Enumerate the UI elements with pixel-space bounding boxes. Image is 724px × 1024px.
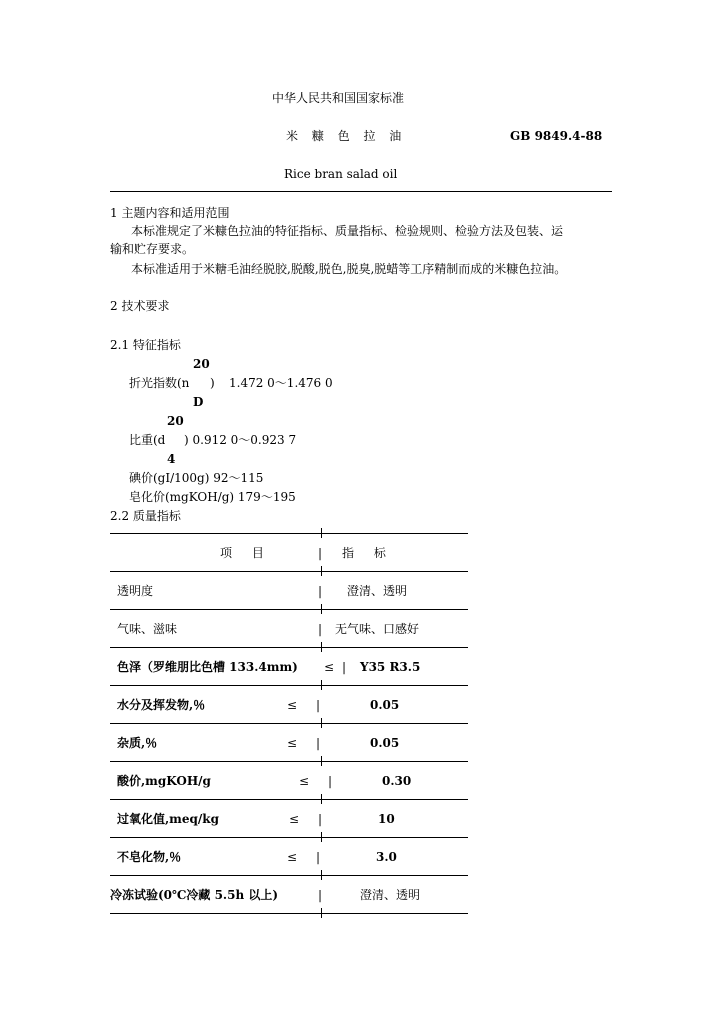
table-cell-item: 透明度	[117, 584, 154, 598]
column-divider-tick	[321, 870, 322, 880]
table-cell-sep: |	[342, 660, 347, 674]
density-superscript: 20	[167, 414, 184, 428]
table-cell-value: 3.0	[376, 850, 397, 864]
density-value: ) 0.912 0～0.923 7	[184, 433, 297, 447]
section-1-para2: 本标准适用于米糖毛油经脱胶,脱酸,脱色,脱臭,脱蜡等工序精制而成的米糠色拉油。	[131, 262, 567, 276]
table-cell-item: 冷冻试验(0℃冷藏 5.5h 以上)	[110, 888, 279, 902]
refractive-index-subscript: D	[193, 395, 204, 409]
table-cell-sep: |	[318, 584, 323, 598]
table-cell-sep: |	[316, 698, 321, 712]
table-cell-sep: |	[328, 774, 333, 788]
column-divider-tick	[321, 718, 322, 728]
header-divider	[110, 191, 612, 192]
refractive-index-superscript: 20	[193, 357, 210, 371]
table-header-item: 项 目	[220, 546, 264, 560]
section-1-para1-line2: 输和贮存要求。	[110, 242, 195, 256]
table-rule	[110, 913, 468, 914]
refractive-index-value: 1.472 0～1.476 0	[229, 376, 333, 390]
table-cell-value: 0.05	[370, 698, 400, 712]
section-1-para1-line1: 本标准规定了米糠色拉油的特征指标、质量指标、检验规则、检验方法及包装、运	[131, 224, 564, 238]
table-cell-sep: |	[318, 888, 323, 902]
column-divider-tick	[321, 794, 322, 804]
table-cell-item: 杂质,％	[117, 736, 158, 750]
table-rule	[110, 685, 468, 686]
table-cell-sep: |	[318, 812, 323, 826]
national-standard-heading: 中华人民共和国国家标准	[272, 91, 405, 105]
refractive-index-label: 折光指数(n	[129, 376, 190, 390]
density-subscript: 4	[167, 452, 176, 466]
table-cell-le: ≤	[287, 850, 298, 864]
section-2-1-heading: 2.1 特征指标	[110, 338, 181, 352]
table-header-sep: |	[318, 546, 323, 560]
refractive-index-close: )	[210, 376, 215, 390]
table-cell-item: 过氧化值,meq/kg	[117, 812, 219, 826]
table-rule	[110, 799, 468, 800]
iodine-value: 碘价(gI/100g) 92～115	[129, 471, 264, 485]
table-header-index: 指 标	[342, 546, 386, 560]
section-2-heading: 2 技术要求	[110, 299, 170, 313]
table-rule	[110, 837, 468, 838]
table-cell-value: 澄清、透明	[347, 584, 408, 598]
table-cell-le: ≤	[299, 774, 310, 788]
table-cell-item: 水分及挥发物,％	[117, 698, 206, 712]
table-cell-value: 0.30	[382, 774, 412, 788]
table-cell-le: ≤	[324, 660, 335, 674]
saponification-value: 皂化价(mgKOH/g) 179～195	[129, 490, 296, 504]
section-1-heading: 1 主题内容和适用范围	[110, 206, 230, 220]
table-cell-item: 不皂化物,％	[117, 850, 182, 864]
standard-code: GB 9849.4-88	[510, 129, 603, 143]
table-cell-item: 色泽（罗维朋比色槽 133.4mm)	[117, 660, 298, 674]
table-cell-sep: |	[316, 736, 321, 750]
table-cell-le: ≤	[287, 736, 298, 750]
column-divider-tick	[321, 528, 322, 538]
column-divider-tick	[321, 680, 322, 690]
table-rule	[110, 533, 468, 534]
table-rule	[110, 761, 468, 762]
table-cell-le: ≤	[287, 698, 298, 712]
table-cell-value: 澄清、透明	[360, 888, 421, 902]
document-title-cn: 米 糠 色 拉 油	[286, 129, 403, 143]
column-divider-tick	[321, 908, 322, 918]
column-divider-tick	[321, 604, 322, 614]
table-rule	[110, 609, 468, 610]
column-divider-tick	[321, 566, 322, 576]
density-label: 比重(d	[129, 433, 166, 447]
table-rule	[110, 875, 468, 876]
table-cell-value: 无气味、口感好	[335, 622, 420, 636]
table-cell-value: 10	[378, 812, 395, 826]
table-rule	[110, 723, 468, 724]
table-rule	[110, 571, 468, 572]
document-title-en: Rice bran salad oil	[284, 167, 398, 181]
table-rule	[110, 647, 468, 648]
table-cell-sep: |	[318, 622, 323, 636]
column-divider-tick	[321, 642, 322, 652]
table-cell-le: ≤	[289, 812, 300, 826]
table-cell-item: 气味、滋味	[117, 622, 178, 636]
column-divider-tick	[321, 832, 322, 842]
table-cell-item: 酸价,mgKOH/g	[117, 774, 211, 788]
section-2-2-heading: 2.2 质量指标	[110, 509, 181, 523]
table-cell-value: 0.05	[370, 736, 400, 750]
column-divider-tick	[321, 756, 322, 766]
table-cell-value: Y35 R3.5	[360, 660, 421, 674]
table-cell-sep: |	[316, 850, 321, 864]
